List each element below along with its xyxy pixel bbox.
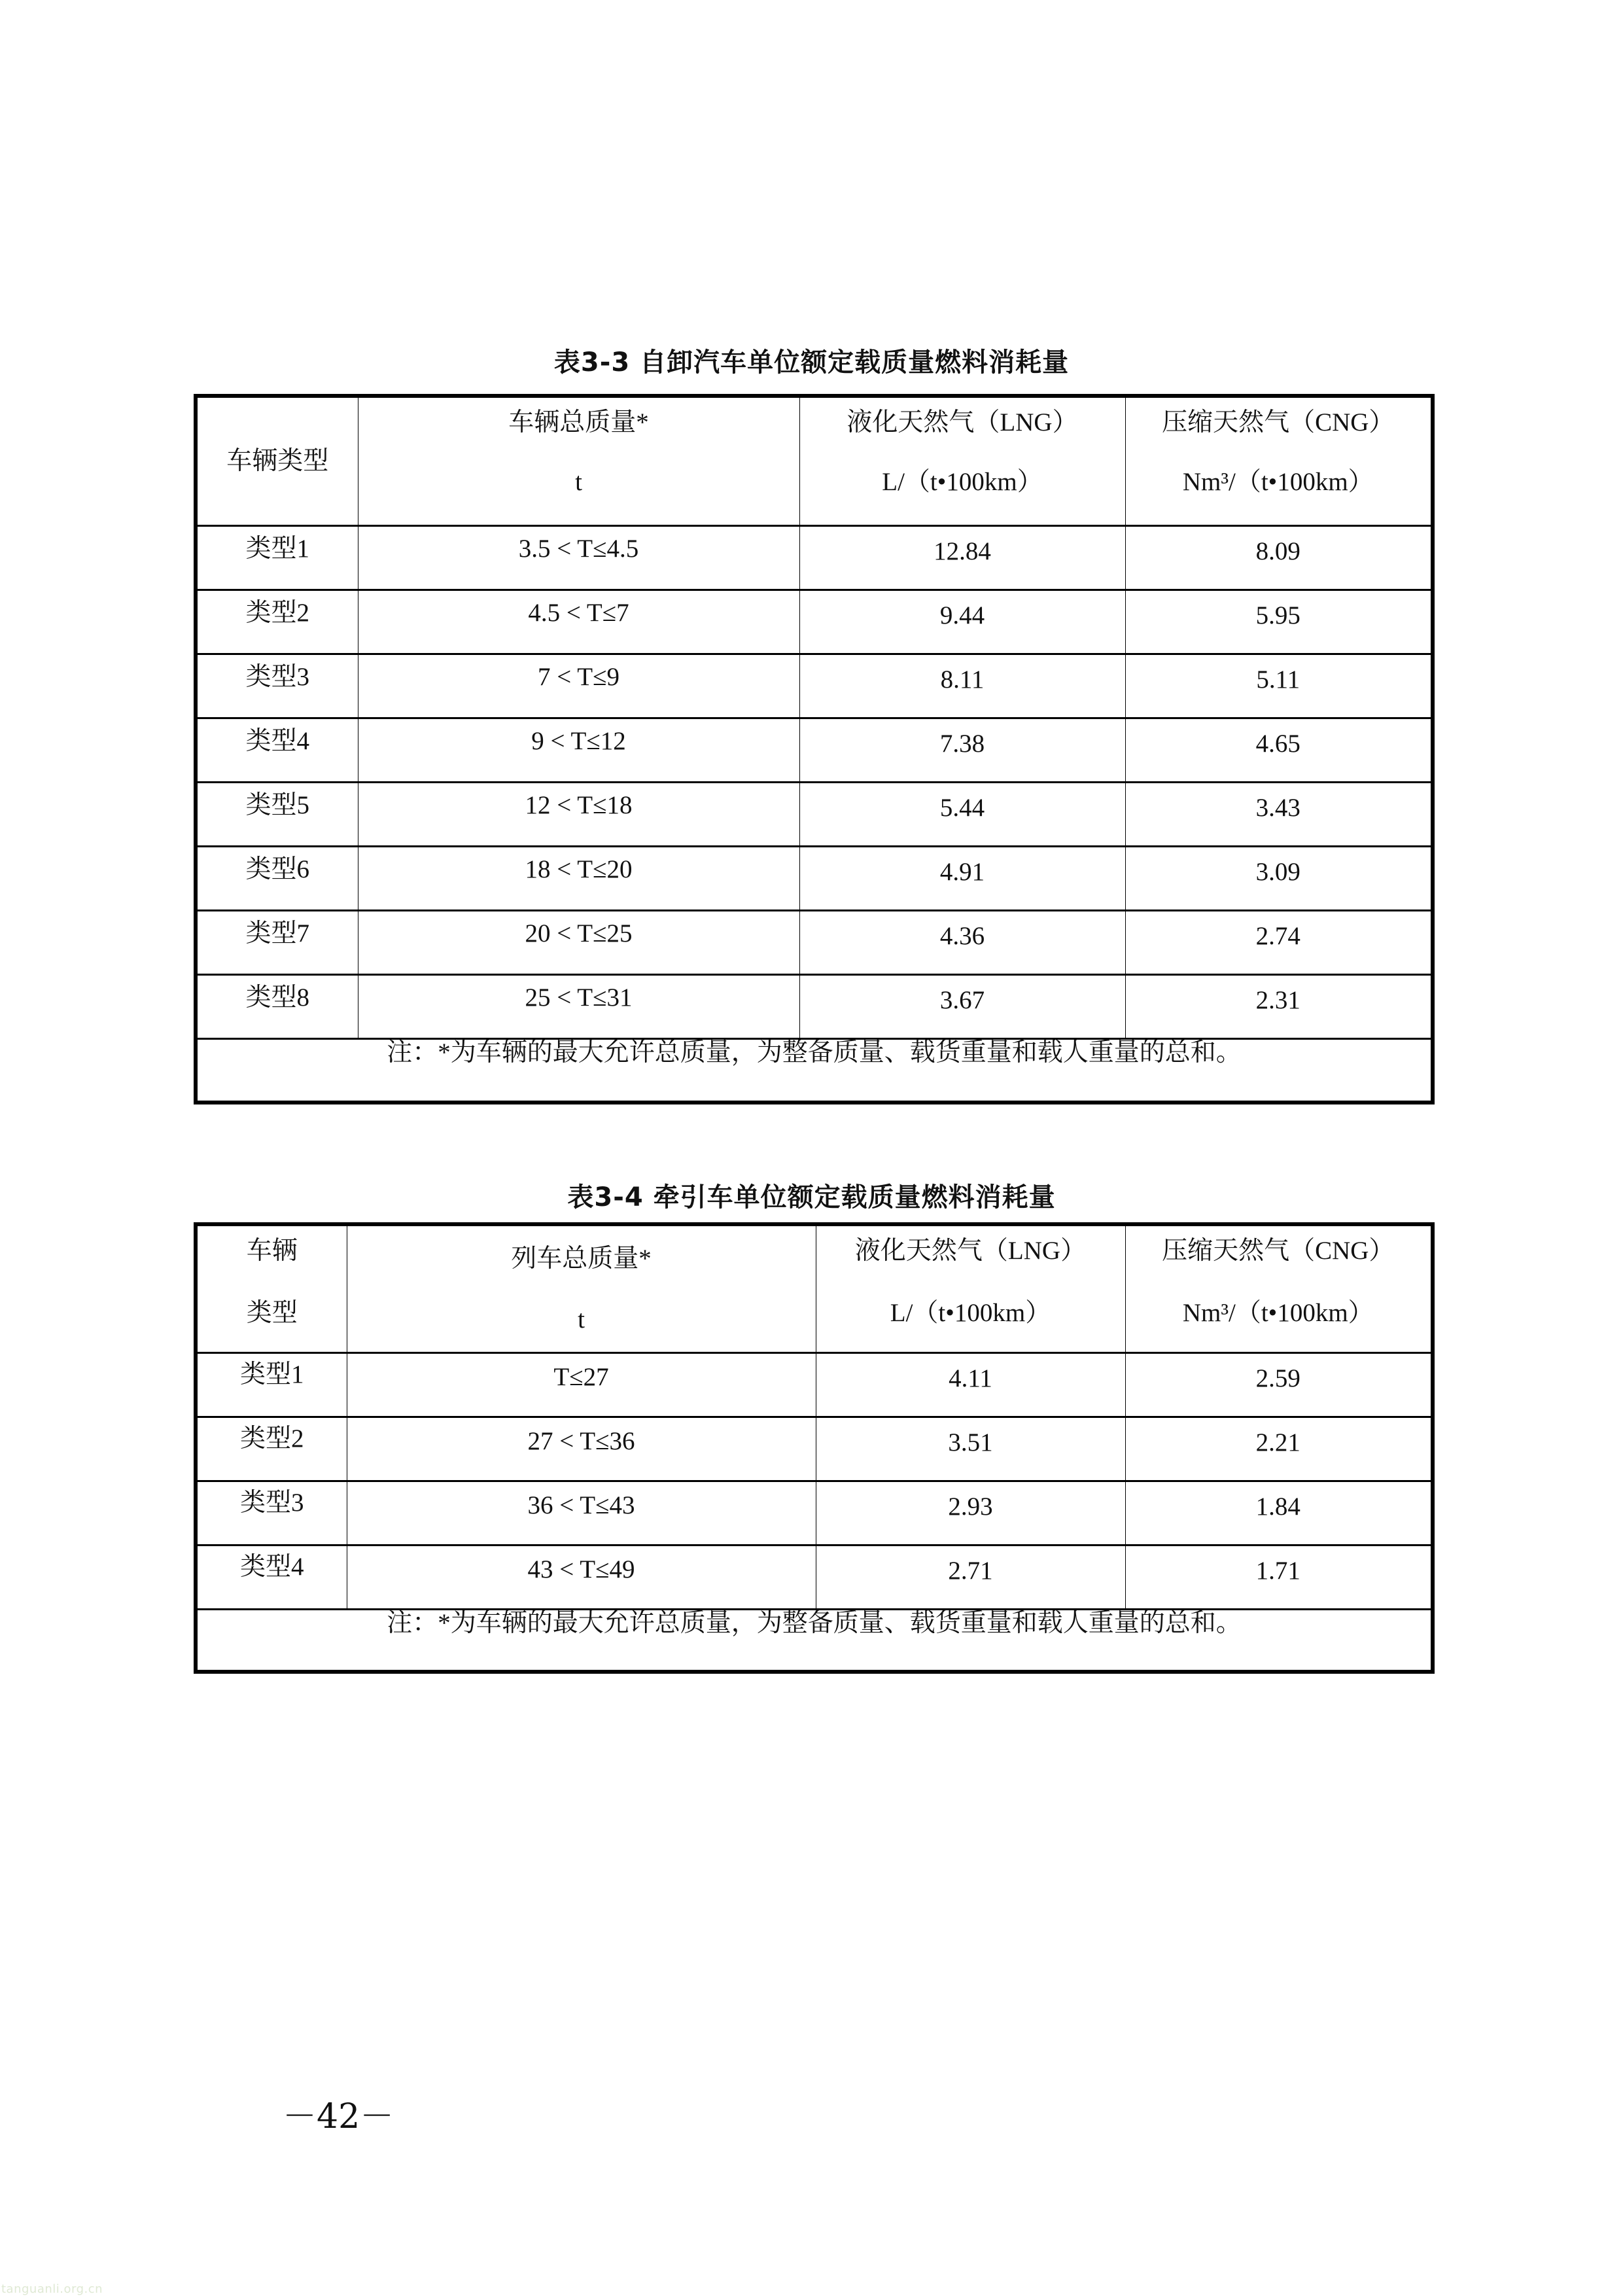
cell-lng: 12.84 [799,525,1125,590]
cell-cng: 5.95 [1125,590,1433,654]
cell-type: 类型3 [196,654,358,718]
cell-cng: 3.09 [1125,846,1433,910]
cell-mass: 3.5 < T≤4.5 [358,525,799,590]
table1-caption: 表3-3 自卸汽车单位额定载质量燃料消耗量 [553,347,1070,378]
cell-type: 类型2 [196,590,358,654]
table2-caption: 表3-4 牵引车单位额定载质量燃料消耗量 [567,1182,1056,1212]
cell-mass: 43 < T≤49 [347,1545,816,1609]
table-note-row [196,1609,1433,1672]
cell-type: 类型1 [196,525,358,590]
cell-cng: 1.84 [1125,1481,1433,1545]
cell-cng: 1.71 [1125,1545,1433,1609]
header-label: 车辆总质量* [508,408,649,436]
cell-type: 类型6 [196,846,358,910]
cell-lng: 5.44 [799,782,1125,846]
cell-cng: 2.74 [1125,910,1433,974]
cell-mass: 7 < T≤9 [358,654,799,718]
cell-lng: 3.67 [799,974,1125,1038]
header-unit: Nm³/（t•100km） [1182,468,1374,496]
header-label: 列车总质量* [511,1245,652,1273]
table-row [196,782,1433,846]
header-train-mass [347,1224,816,1352]
cell-lng: 7.38 [799,718,1125,782]
table-row [196,974,1433,1038]
header-unit: L/（t•100km） [882,468,1043,496]
table1-dump-truck-fuel [194,394,1435,1104]
header-label: 类型 [246,1299,298,1327]
table-note: 注：*为车辆的最大允许总质量，为整备质量、载货重量和载人重量的总和。 [196,1038,1433,1103]
header-cng [1125,396,1433,525]
cell-mass: 4.5 < T≤7 [358,590,799,654]
cell-type: 类型1 [196,1352,347,1417]
cell-lng: 3.51 [816,1417,1125,1481]
table-row [196,1481,1433,1545]
cell-lng: 4.91 [799,846,1125,910]
header-label: 车辆 [246,1237,298,1265]
table-note: 注：*为车辆的最大允许总质量，为整备质量、载货重量和载人重量的总和。 [196,1609,1433,1672]
cell-cng: 2.59 [1125,1352,1433,1417]
header-unit: t [575,468,582,496]
cell-mass: 25 < T≤31 [358,974,799,1038]
header-unit: L/（t•100km） [890,1299,1051,1327]
table-row [196,718,1433,782]
cell-lng: 4.36 [799,910,1125,974]
cell-lng: 9.44 [799,590,1125,654]
cell-type: 类型2 [196,1417,347,1481]
cell-type: 类型7 [196,910,358,974]
cell-mass: 9 < T≤12 [358,718,799,782]
table-row [196,846,1433,910]
header-label: 压缩天然气（CNG） [1162,1237,1395,1265]
header-gross-mass [358,396,799,525]
header-unit: Nm³/（t•100km） [1182,1299,1374,1327]
header-label: 车辆类型 [226,447,329,476]
table-note-row [196,1038,1433,1103]
cell-cng: 8.09 [1125,525,1433,590]
table-row [196,525,1433,590]
cell-cng: 3.43 [1125,782,1433,846]
table-row [196,910,1433,974]
header-unit: t [578,1305,585,1333]
cell-cng: 2.21 [1125,1417,1433,1481]
cell-type: 类型8 [196,974,358,1038]
header-lng [799,396,1125,525]
cell-type: 类型3 [196,1481,347,1545]
header-label: 压缩天然气（CNG） [1162,408,1395,436]
cell-type: 类型5 [196,782,358,846]
table1-header-row [196,396,1433,525]
cell-lng: 2.93 [816,1481,1125,1545]
table-row [196,590,1433,654]
cell-mass: T≤27 [347,1352,816,1417]
header-label: 液化天然气（LNG） [854,1237,1087,1265]
cell-type: 类型4 [196,718,358,782]
table-row [196,1417,1433,1481]
cell-mass: 20 < T≤25 [358,910,799,974]
header-vehicle-type [196,1224,347,1352]
header-label: 液化天然气（LNG） [846,408,1078,436]
cell-mass: 18 < T≤20 [358,846,799,910]
cell-mass: 27 < T≤36 [347,1417,816,1481]
cell-cng: 5.11 [1125,654,1433,718]
table-row [196,1545,1433,1609]
cell-mass: 12 < T≤18 [358,782,799,846]
table2-tractor-fuel [194,1222,1435,1674]
cell-lng: 2.71 [816,1545,1125,1609]
cell-lng: 4.11 [816,1352,1125,1417]
cell-cng: 2.31 [1125,974,1433,1038]
header-lng [816,1224,1125,1352]
cell-cng: 4.65 [1125,718,1433,782]
table2-header-row [196,1224,1433,1352]
cell-mass: 36 < T≤43 [347,1481,816,1545]
cell-lng: 8.11 [799,654,1125,718]
table-row [196,1352,1433,1417]
watermark: tanguanli.org.cn [1,2282,103,2296]
cell-type: 类型4 [196,1545,347,1609]
table-row [196,654,1433,718]
page-number: －42－ [283,2097,394,2136]
header-vehicle-type [196,396,358,525]
header-cng [1125,1224,1433,1352]
